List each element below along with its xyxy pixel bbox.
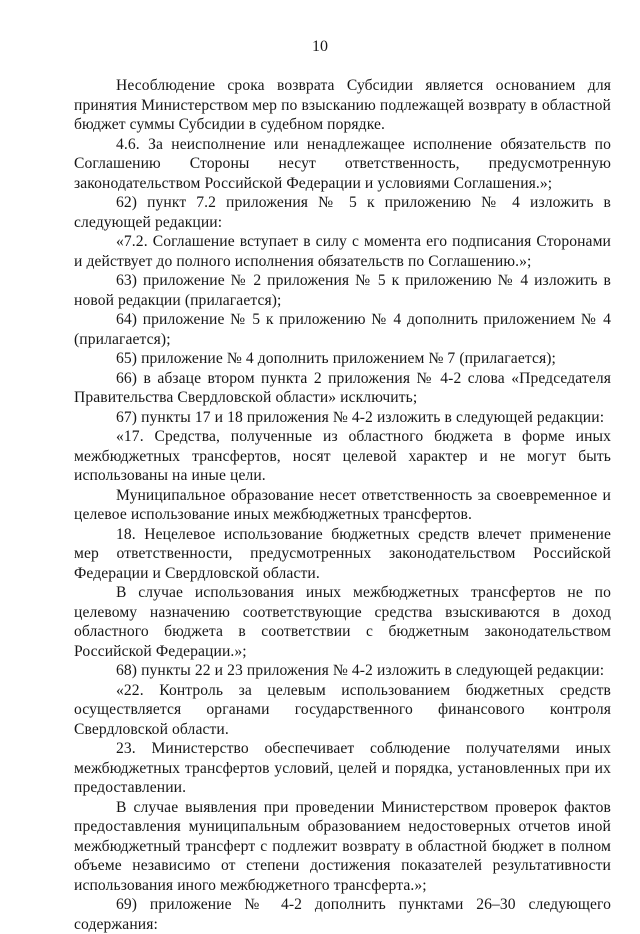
paragraph-23: 23. Министерство обеспечивает соблюдение получателями иных межбюджетных трансфертов условий, целей и порядка, установленных при их предоставлении. — [74, 740, 611, 796]
document-body — [74, 76, 611, 934]
paragraph-item-66: 66) в абзаце втором пункта 2 приложения № 4-2 слова «Председателя Правительства Свердловской области» исключить; — [74, 369, 611, 406]
paragraph-item-68: 68) пункты 22 и 23 приложения № 4-2 изложить в следующей редакции: — [116, 662, 605, 679]
paragraph-7-2: «7.2. Соглашение вступает в силу с момента его подписания Сторонами и действует до полного исполнения обязательств по Соглашению.»; — [74, 233, 611, 270]
page-number: 10 — [312, 38, 328, 55]
paragraph-item-67: 67) пункты 17 и 18 приложения № 4-2 изложить в следующей редакции: — [116, 408, 605, 426]
paragraph-22: «22. Контроль за целевым использованием бюджетных средств осуществляется органами государственного финансового контроля Свердловской области. — [74, 681, 611, 738]
paragraph-item-63: 63) приложение № 2 приложения № 5 к приложению № 4 изложить в новой редакции (прилагается); — [74, 272, 611, 309]
paragraph-18: 18. Нецелевое использование бюджетных средств влечет применение мер ответственности, предусмотренных законодательством Российской Федерации и Свердловской области. — [74, 525, 611, 582]
paragraph-item-64: 64) приложение № 5 к приложению № 4 дополнить приложением № 4 (прилагается); — [74, 311, 611, 348]
paragraph-municipal-responsibility: Муниципальное образование несет ответственность за своевременное и целевое использование иных межбюджетных трансфертов. — [74, 486, 611, 523]
paragraph-item-65: 65) приложение № 4 дополнить приложением № 7 (прилагается); — [116, 350, 556, 367]
paragraph-misuse-recovery: В случае использования иных межбюджетных трансфертов не по целевому назначению соответствующие средства взыскиваются в доход областного бюджета в соответствии с бюджетным законодательством Российской Федерации.»; — [74, 584, 611, 660]
paragraph-false-reports: В случае выявления при проведении Министерством проверок фактов предоставления муниципальным образованием недостоверных отчетов иной межбюджетный трансферт с подлежит возврату в областной бюджет в полном объеме независимо от степени достижения показателей результативности использования иного межбюджетного трансферта.»; — [74, 798, 611, 894]
paragraph-item-69: 69) приложение № 4-2 дополнить пунктами 26–30 следующего содержания: — [74, 896, 611, 933]
paragraph-subsidy-return: Несоблюдение срока возврата Субсидии является основанием для принятия Министерством мер по взысканию подлежащей возврату в областной бюджет суммы Субсидии в судебном порядке. — [74, 77, 611, 133]
paragraph-item-62: 62) пункт 7.2 приложения № 5 к приложению № 4 изложить в следующей редакции: — [74, 194, 611, 231]
paragraph-17: «17. Средства, полученные из областного бюджета в форме иных межбюджетных трансфертов, носят целевой характер и не могут быть использованы на иные цели. — [74, 428, 611, 484]
paragraph-4-6: 4.6. За неисполнение или ненадлежащее исполнение обязательств по Соглашению Стороны несут ответственность, предусмотренную законодательством Российской Федерации и условиями Соглашения.»; — [74, 135, 611, 192]
